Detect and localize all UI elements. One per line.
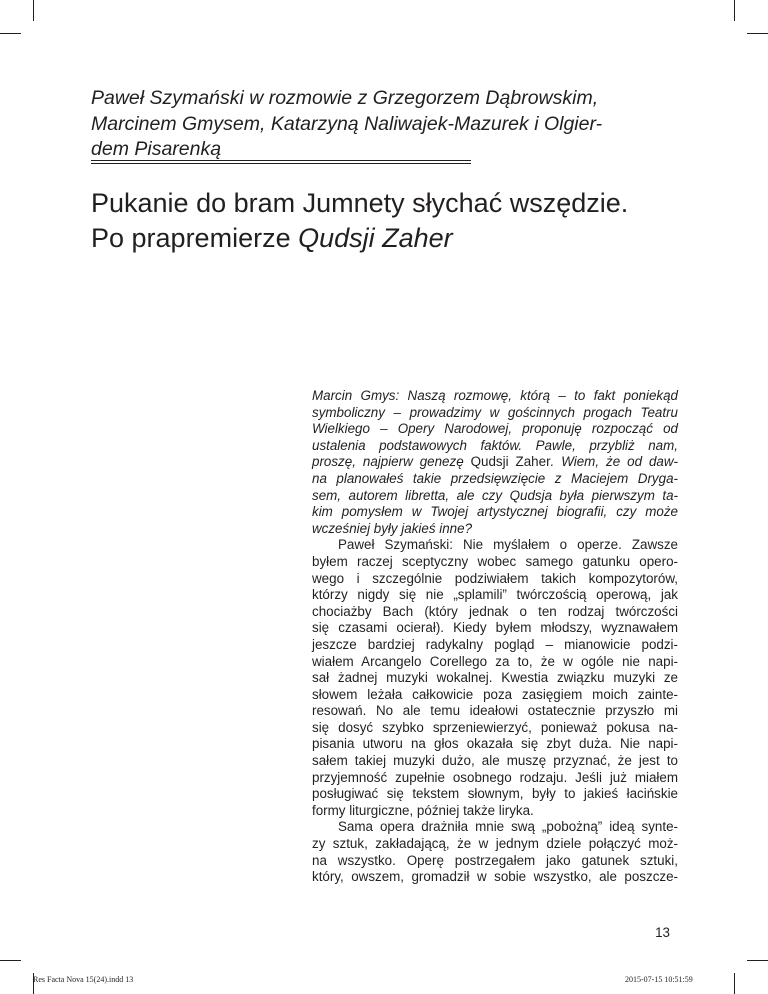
title-line-1: Pukanie do bram Jumnety słychać wszędzie. <box>91 188 629 218</box>
answer-line: słowem leżała całkowicie poza zasięgiem moich zainte- <box>312 686 678 702</box>
authors-line: dem Pisarenką <box>91 138 222 160</box>
answer-line: formy liturgiczne, później także liryka. <box>312 802 534 818</box>
page-number: 13 <box>655 925 670 940</box>
paragraph-line: Sama opera drażniła mnie swą „pobożną” ideą synte- <box>338 819 678 835</box>
answer-line: pisania utworu na głos okazała się zbyt duża. Nie napi- <box>312 736 678 752</box>
question-line <box>312 454 678 471</box>
crop-mark <box>747 33 768 34</box>
question-line: ustalenia podstawowych faktów. Pawle, przybliż nam, <box>312 437 678 453</box>
paragraph-line: na wszystko. Operę postrzegałem jako gatunek sztuki, <box>312 852 678 868</box>
question-line: kim pomysłem w Twojej artystycznej biografii, czy może <box>312 504 678 520</box>
question-line: Wielkiego – Opery Narodowej, proponuję rozpocząć od <box>312 421 678 437</box>
title-rule-top <box>91 160 471 161</box>
footer-timestamp: 2015-07-15 10:51:59 <box>625 975 693 984</box>
question-line: sem, autorem libretta, ale czy Qudsja była pierwszym ta- <box>312 487 678 503</box>
answer-line: się dosyć szybko sprzeniewierzyć, ponieważ pokusa na- <box>312 719 678 735</box>
crop-mark <box>734 973 735 994</box>
answer-line: jeszcze bardziej radykalny pogląd – mianowicie podzi- <box>312 636 678 652</box>
question-line: na planowałeś takie przedsięwzięcie z Maciejem Dryga- <box>312 470 678 486</box>
crop-mark <box>734 0 735 21</box>
footer-filename: Res Facta Nova 15(24).indd 13 <box>33 975 134 984</box>
answer-line: resowań. No ale temu ideałowi ostatecznie przyszło mi <box>312 703 678 719</box>
answer-line: Paweł Szymański: Nie myślałem o operze. Zawsze <box>338 537 678 553</box>
answer-line: chociażby Bach (który jednak o ten rodzaj twórczości <box>312 603 678 619</box>
answer-line: posługiwać się tekstem słownym, były to jakieś łacińskie <box>312 786 678 802</box>
answer-line: przyjemność zupełnie osobnego rodzaju. Jeśli już miałem <box>312 769 678 785</box>
authors-line: Paweł Szymański w rozmowie z Grzegorzem Dąbrowskim, <box>91 87 599 109</box>
answer-line: byłem raczej sceptyczny wobec samego gatunku opero- <box>312 553 678 569</box>
title-prefix: Po prapremierze <box>91 223 299 253</box>
title-opera-name: Qudsji Zaher <box>298 223 453 253</box>
title-line-2 <box>91 221 731 256</box>
crop-mark <box>0 960 21 961</box>
question-line: symboliczny – prowadzimy w gościnnych progach Teatru <box>312 404 678 420</box>
crop-mark <box>747 960 768 961</box>
answer-line: wiałem Arcangelo Corellego za to, że w ogóle nie napi- <box>312 653 678 669</box>
answer-line: sał żadnej muzyki wokalnej. Kwestia związku muzyki ze <box>312 670 678 686</box>
answer-line: się czasami ocierał). Kiedy byłem młodszy, wyznawałem <box>312 620 678 636</box>
opera-title-upright: Qudsji Zaher <box>470 454 551 470</box>
paragraph-line: zy sztuk, zakładającą, że w jednym dziele połączyć moż- <box>312 836 678 852</box>
article-title <box>91 186 731 256</box>
question-line: Marcin Gmys: Naszą rozmowę, którą – to fakt poniekąd <box>312 388 678 403</box>
article-body <box>312 388 678 886</box>
answer-line: którzy nigdy się nie „splamili” twórczością operową, jak <box>312 587 678 603</box>
crop-mark <box>0 33 21 34</box>
answer-line: wego i szczególnie podziwiałem takich kompozytorów, <box>312 570 678 586</box>
title-rule-bottom <box>91 163 471 164</box>
answer-line: sałem takiej muzyki dużo, ale muszę przyznać, że jest to <box>312 753 678 769</box>
authors-byline <box>91 86 651 163</box>
authors-line: Marcinem Gmysem, Katarzyną Naliwajek-Mazurek i Olgier- <box>91 112 603 135</box>
question-line: wcześniej były jakieś inne? <box>312 520 473 536</box>
question-text: proszę, najpierw genezę <box>312 454 471 470</box>
paragraph-line: który, owszem, gromadził w sobie wszystko, ale poszcze- <box>312 869 678 885</box>
question-text: . Wiem, że od daw- <box>550 454 679 470</box>
crop-mark <box>33 0 34 21</box>
